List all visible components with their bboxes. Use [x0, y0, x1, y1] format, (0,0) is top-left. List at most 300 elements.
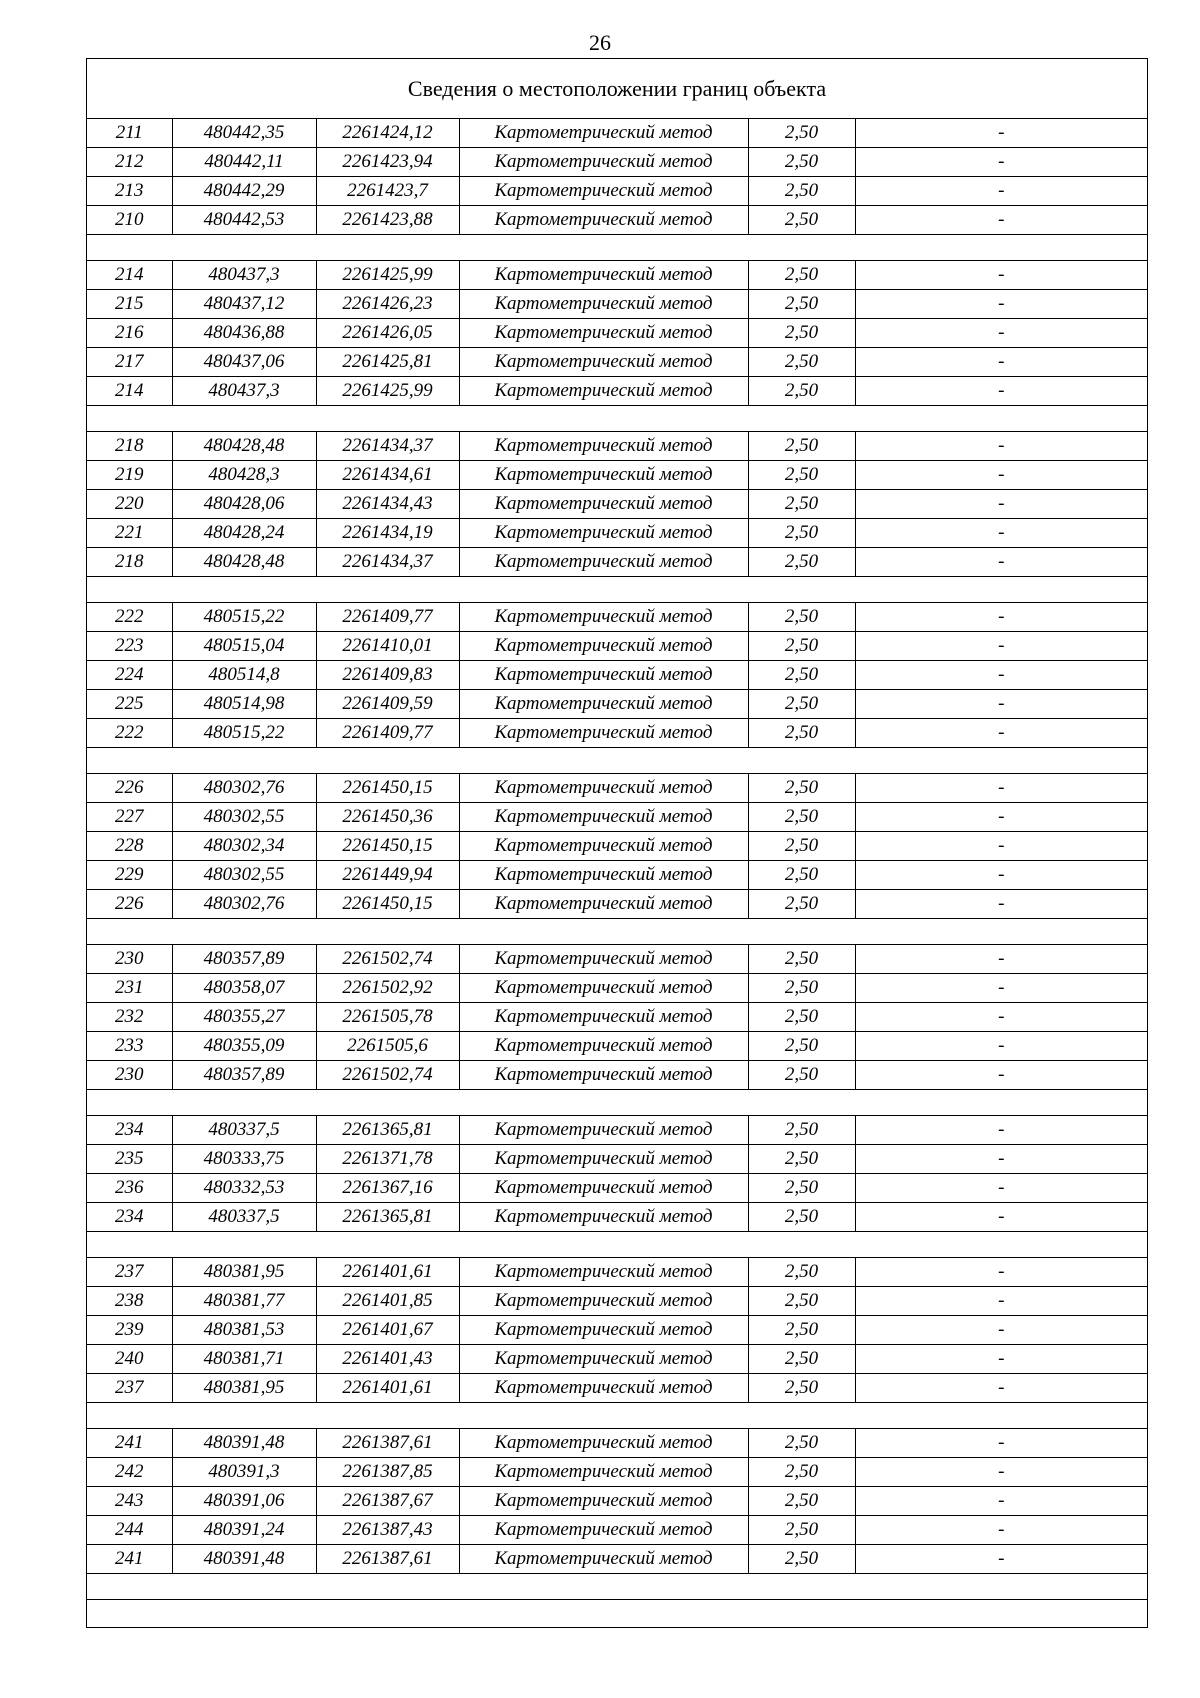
y-coordinate-cell: 2261367,16	[316, 1174, 459, 1203]
x-coordinate-cell: 480515,22	[172, 719, 316, 748]
x-coordinate-cell: 480381,77	[172, 1287, 316, 1316]
point-number-cell: 219	[87, 461, 172, 490]
table-row	[87, 519, 1147, 548]
description-cell: -	[855, 603, 1147, 632]
description-cell: -	[855, 1458, 1147, 1487]
accuracy-cell: 2,50	[748, 1145, 855, 1174]
x-coordinate-cell: 480436,88	[172, 319, 316, 348]
point-number-cell: 220	[87, 490, 172, 519]
description-cell: -	[855, 1516, 1147, 1545]
coordinates-table-body	[87, 119, 1147, 1600]
y-coordinate-cell: 2261449,94	[316, 861, 459, 890]
point-number-cell: 235	[87, 1145, 172, 1174]
group-separator-cell	[87, 577, 1147, 603]
y-coordinate-cell: 2261505,78	[316, 1003, 459, 1032]
x-coordinate-cell: 480302,34	[172, 832, 316, 861]
x-coordinate-cell: 480428,48	[172, 432, 316, 461]
method-cell: Картометрический метод	[459, 1374, 748, 1403]
point-number-cell: 224	[87, 661, 172, 690]
table-row	[87, 432, 1147, 461]
table-row	[87, 632, 1147, 661]
description-cell: -	[855, 719, 1147, 748]
x-coordinate-cell: 480333,75	[172, 1145, 316, 1174]
method-cell: Картометрический метод	[459, 1258, 748, 1287]
table-row	[87, 1258, 1147, 1287]
accuracy-cell: 2,50	[748, 1061, 855, 1090]
y-coordinate-cell: 2261371,78	[316, 1145, 459, 1174]
x-coordinate-cell: 480381,95	[172, 1258, 316, 1287]
point-number-cell: 244	[87, 1516, 172, 1545]
accuracy-cell: 2,50	[748, 1316, 855, 1345]
x-coordinate-cell: 480514,98	[172, 690, 316, 719]
method-cell: Картометрический метод	[459, 377, 748, 406]
x-coordinate-cell: 480391,24	[172, 1516, 316, 1545]
accuracy-cell: 2,50	[748, 432, 855, 461]
point-number-cell: 237	[87, 1374, 172, 1403]
accuracy-cell: 2,50	[748, 1487, 855, 1516]
y-coordinate-cell: 2261426,05	[316, 319, 459, 348]
accuracy-cell: 2,50	[748, 119, 855, 148]
x-coordinate-cell: 480442,53	[172, 206, 316, 235]
point-number-cell: 217	[87, 348, 172, 377]
x-coordinate-cell: 480355,27	[172, 1003, 316, 1032]
accuracy-cell: 2,50	[748, 290, 855, 319]
point-number-cell: 232	[87, 1003, 172, 1032]
description-cell: -	[855, 319, 1147, 348]
y-coordinate-cell: 2261387,61	[316, 1545, 459, 1574]
method-cell: Картометрический метод	[459, 348, 748, 377]
y-coordinate-cell: 2261502,74	[316, 945, 459, 974]
y-coordinate-cell: 2261409,77	[316, 719, 459, 748]
description-cell: -	[855, 661, 1147, 690]
x-coordinate-cell: 480515,22	[172, 603, 316, 632]
method-cell: Картометрический метод	[459, 1287, 748, 1316]
y-coordinate-cell: 2261450,15	[316, 890, 459, 919]
accuracy-cell: 2,50	[748, 974, 855, 1003]
accuracy-cell: 2,50	[748, 661, 855, 690]
description-cell: -	[855, 890, 1147, 919]
table-row	[87, 1516, 1147, 1545]
table-row	[87, 461, 1147, 490]
group-separator-row	[87, 406, 1147, 432]
table-row	[87, 890, 1147, 919]
accuracy-cell: 2,50	[748, 1345, 855, 1374]
accuracy-cell: 2,50	[748, 1032, 855, 1061]
point-number-cell: 242	[87, 1458, 172, 1487]
group-separator-row	[87, 748, 1147, 774]
x-coordinate-cell: 480437,3	[172, 377, 316, 406]
description-cell: -	[855, 348, 1147, 377]
method-cell: Картометрический метод	[459, 1429, 748, 1458]
table-row	[87, 603, 1147, 632]
x-coordinate-cell: 480302,55	[172, 861, 316, 890]
description-cell: -	[855, 119, 1147, 148]
point-number-cell: 221	[87, 519, 172, 548]
x-coordinate-cell: 480381,95	[172, 1374, 316, 1403]
accuracy-cell: 2,50	[748, 1458, 855, 1487]
table-row	[87, 319, 1147, 348]
method-cell: Картометрический метод	[459, 1116, 748, 1145]
method-cell: Картометрический метод	[459, 261, 748, 290]
page-number: 26	[589, 30, 611, 55]
x-coordinate-cell: 480514,8	[172, 661, 316, 690]
y-coordinate-cell: 2261450,15	[316, 832, 459, 861]
description-cell: -	[855, 1203, 1147, 1232]
method-cell: Картометрический метод	[459, 1345, 748, 1374]
y-coordinate-cell: 2261423,7	[316, 177, 459, 206]
x-coordinate-cell: 480391,3	[172, 1458, 316, 1487]
point-number-cell: 239	[87, 1316, 172, 1345]
table-row	[87, 119, 1147, 148]
group-separator-cell	[87, 1090, 1147, 1116]
accuracy-cell: 2,50	[748, 490, 855, 519]
accuracy-cell: 2,50	[748, 774, 855, 803]
table-row	[87, 832, 1147, 861]
y-coordinate-cell: 2261387,85	[316, 1458, 459, 1487]
point-number-cell: 218	[87, 432, 172, 461]
description-cell: -	[855, 690, 1147, 719]
point-number-cell: 210	[87, 206, 172, 235]
y-coordinate-cell: 2261387,61	[316, 1429, 459, 1458]
description-cell: -	[855, 1061, 1147, 1090]
point-number-cell: 241	[87, 1429, 172, 1458]
group-separator-cell	[87, 406, 1147, 432]
accuracy-cell: 2,50	[748, 519, 855, 548]
point-number-cell: 240	[87, 1345, 172, 1374]
accuracy-cell: 2,50	[748, 1374, 855, 1403]
group-separator-row	[87, 1232, 1147, 1258]
point-number-cell: 233	[87, 1032, 172, 1061]
accuracy-cell: 2,50	[748, 548, 855, 577]
point-number-cell: 243	[87, 1487, 172, 1516]
x-coordinate-cell: 480428,24	[172, 519, 316, 548]
method-cell: Картометрический метод	[459, 1203, 748, 1232]
y-coordinate-cell: 2261434,61	[316, 461, 459, 490]
x-coordinate-cell: 480428,3	[172, 461, 316, 490]
y-coordinate-cell: 2261505,6	[316, 1032, 459, 1061]
x-coordinate-cell: 480358,07	[172, 974, 316, 1003]
table-row	[87, 1487, 1147, 1516]
x-coordinate-cell: 480442,35	[172, 119, 316, 148]
accuracy-cell: 2,50	[748, 377, 855, 406]
point-number-cell: 214	[87, 261, 172, 290]
x-coordinate-cell: 480337,5	[172, 1203, 316, 1232]
table-row	[87, 490, 1147, 519]
x-coordinate-cell: 480302,55	[172, 803, 316, 832]
group-separator-cell	[87, 1232, 1147, 1258]
accuracy-cell: 2,50	[748, 690, 855, 719]
method-cell: Картометрический метод	[459, 890, 748, 919]
accuracy-cell: 2,50	[748, 603, 855, 632]
x-coordinate-cell: 480355,09	[172, 1032, 316, 1061]
accuracy-cell: 2,50	[748, 1429, 855, 1458]
table-row	[87, 774, 1147, 803]
coordinates-sheet	[86, 58, 1148, 1628]
description-cell: -	[855, 490, 1147, 519]
x-coordinate-cell: 480442,11	[172, 148, 316, 177]
table-row	[87, 690, 1147, 719]
method-cell: Картометрический метод	[459, 1516, 748, 1545]
table-row	[87, 861, 1147, 890]
description-cell: -	[855, 945, 1147, 974]
method-cell: Картометрический метод	[459, 1545, 748, 1574]
y-coordinate-cell: 2261434,43	[316, 490, 459, 519]
method-cell: Картометрический метод	[459, 1174, 748, 1203]
x-coordinate-cell: 480391,48	[172, 1545, 316, 1574]
point-number-cell: 229	[87, 861, 172, 890]
table-row	[87, 1032, 1147, 1061]
method-cell: Картометрический метод	[459, 490, 748, 519]
y-coordinate-cell: 2261502,74	[316, 1061, 459, 1090]
point-number-cell: 223	[87, 632, 172, 661]
description-cell: -	[855, 548, 1147, 577]
y-coordinate-cell: 2261425,99	[316, 261, 459, 290]
y-coordinate-cell: 2261425,81	[316, 348, 459, 377]
table-row	[87, 1374, 1147, 1403]
point-number-cell: 216	[87, 319, 172, 348]
table-row	[87, 803, 1147, 832]
table-row	[87, 1316, 1147, 1345]
description-cell: -	[855, 261, 1147, 290]
group-separator-cell	[87, 1574, 1147, 1600]
method-cell: Картометрический метод	[459, 974, 748, 1003]
table-row	[87, 261, 1147, 290]
method-cell: Картометрический метод	[459, 803, 748, 832]
description-cell: -	[855, 177, 1147, 206]
table-row	[87, 348, 1147, 377]
y-coordinate-cell: 2261434,37	[316, 432, 459, 461]
table-row	[87, 1203, 1147, 1232]
description-cell: -	[855, 290, 1147, 319]
y-coordinate-cell: 2261409,77	[316, 603, 459, 632]
point-number-cell: 227	[87, 803, 172, 832]
description-cell: -	[855, 1316, 1147, 1345]
description-cell: -	[855, 632, 1147, 661]
y-coordinate-cell: 2261387,67	[316, 1487, 459, 1516]
method-cell: Картометрический метод	[459, 719, 748, 748]
x-coordinate-cell: 480437,12	[172, 290, 316, 319]
accuracy-cell: 2,50	[748, 348, 855, 377]
y-coordinate-cell: 2261409,83	[316, 661, 459, 690]
method-cell: Картометрический метод	[459, 1316, 748, 1345]
x-coordinate-cell: 480428,48	[172, 548, 316, 577]
y-coordinate-cell: 2261401,61	[316, 1374, 459, 1403]
y-coordinate-cell: 2261434,19	[316, 519, 459, 548]
method-cell: Картометрический метод	[459, 206, 748, 235]
description-cell: -	[855, 832, 1147, 861]
description-cell: -	[855, 1145, 1147, 1174]
accuracy-cell: 2,50	[748, 803, 855, 832]
method-cell: Картометрический метод	[459, 632, 748, 661]
accuracy-cell: 2,50	[748, 632, 855, 661]
description-cell: -	[855, 974, 1147, 1003]
y-coordinate-cell: 2261401,43	[316, 1345, 459, 1374]
method-cell: Картометрический метод	[459, 519, 748, 548]
description-cell: -	[855, 1345, 1147, 1374]
table-row	[87, 148, 1147, 177]
y-coordinate-cell: 2261409,59	[316, 690, 459, 719]
accuracy-cell: 2,50	[748, 1174, 855, 1203]
table-row	[87, 1429, 1147, 1458]
method-cell: Картометрический метод	[459, 432, 748, 461]
method-cell: Картометрический метод	[459, 945, 748, 974]
table-row	[87, 1287, 1147, 1316]
accuracy-cell: 2,50	[748, 890, 855, 919]
x-coordinate-cell: 480302,76	[172, 774, 316, 803]
method-cell: Картометрический метод	[459, 1061, 748, 1090]
y-coordinate-cell: 2261365,81	[316, 1203, 459, 1232]
group-separator-cell	[87, 235, 1147, 261]
description-cell: -	[855, 206, 1147, 235]
accuracy-cell: 2,50	[748, 861, 855, 890]
group-separator-cell	[87, 919, 1147, 945]
method-cell: Картометрический метод	[459, 319, 748, 348]
x-coordinate-cell: 480332,53	[172, 1174, 316, 1203]
accuracy-cell: 2,50	[748, 177, 855, 206]
point-number-cell: 237	[87, 1258, 172, 1287]
x-coordinate-cell: 480437,06	[172, 348, 316, 377]
group-separator-row	[87, 235, 1147, 261]
y-coordinate-cell: 2261401,61	[316, 1258, 459, 1287]
point-number-cell: 225	[87, 690, 172, 719]
table-row	[87, 1145, 1147, 1174]
point-number-cell: 222	[87, 603, 172, 632]
y-coordinate-cell: 2261450,15	[316, 774, 459, 803]
point-number-cell: 218	[87, 548, 172, 577]
accuracy-cell: 2,50	[748, 148, 855, 177]
method-cell: Картометрический метод	[459, 461, 748, 490]
method-cell: Картометрический метод	[459, 1032, 748, 1061]
x-coordinate-cell: 480302,76	[172, 890, 316, 919]
method-cell: Картометрический метод	[459, 548, 748, 577]
description-cell: -	[855, 461, 1147, 490]
accuracy-cell: 2,50	[748, 1203, 855, 1232]
document-title: Сведения о местоположении границ объекта	[87, 59, 1147, 119]
group-separator-cell	[87, 1403, 1147, 1429]
x-coordinate-cell: 480428,06	[172, 490, 316, 519]
point-number-cell: 226	[87, 890, 172, 919]
method-cell: Картометрический метод	[459, 603, 748, 632]
point-number-cell: 236	[87, 1174, 172, 1203]
table-row	[87, 945, 1147, 974]
group-separator-row	[87, 577, 1147, 603]
description-cell: -	[855, 803, 1147, 832]
description-cell: -	[855, 432, 1147, 461]
y-coordinate-cell: 2261426,23	[316, 290, 459, 319]
y-coordinate-cell: 2261387,43	[316, 1516, 459, 1545]
accuracy-cell: 2,50	[748, 1258, 855, 1287]
y-coordinate-cell: 2261423,94	[316, 148, 459, 177]
table-row	[87, 1174, 1147, 1203]
method-cell: Картометрический метод	[459, 290, 748, 319]
point-number-cell: 211	[87, 119, 172, 148]
description-cell: -	[855, 1116, 1147, 1145]
method-cell: Картометрический метод	[459, 861, 748, 890]
accuracy-cell: 2,50	[748, 1116, 855, 1145]
y-coordinate-cell: 2261434,37	[316, 548, 459, 577]
method-cell: Картометрический метод	[459, 1003, 748, 1032]
method-cell: Картометрический метод	[459, 1458, 748, 1487]
y-coordinate-cell: 2261425,99	[316, 377, 459, 406]
y-coordinate-cell: 2261401,67	[316, 1316, 459, 1345]
accuracy-cell: 2,50	[748, 1545, 855, 1574]
method-cell: Картометрический метод	[459, 661, 748, 690]
description-cell: -	[855, 519, 1147, 548]
accuracy-cell: 2,50	[748, 832, 855, 861]
accuracy-cell: 2,50	[748, 319, 855, 348]
method-cell: Картометрический метод	[459, 119, 748, 148]
accuracy-cell: 2,50	[748, 1003, 855, 1032]
description-cell: -	[855, 1487, 1147, 1516]
x-coordinate-cell: 480337,5	[172, 1116, 316, 1145]
x-coordinate-cell: 480437,3	[172, 261, 316, 290]
method-cell: Картометрический метод	[459, 1487, 748, 1516]
method-cell: Картометрический метод	[459, 1145, 748, 1174]
y-coordinate-cell: 2261450,36	[316, 803, 459, 832]
description-cell: -	[855, 1032, 1147, 1061]
point-number-cell: 234	[87, 1116, 172, 1145]
coordinates-table	[87, 119, 1147, 1600]
accuracy-cell: 2,50	[748, 261, 855, 290]
table-row	[87, 290, 1147, 319]
x-coordinate-cell: 480442,29	[172, 177, 316, 206]
point-number-cell: 214	[87, 377, 172, 406]
method-cell: Картометрический метод	[459, 774, 748, 803]
table-row	[87, 661, 1147, 690]
y-coordinate-cell: 2261502,92	[316, 974, 459, 1003]
table-row	[87, 377, 1147, 406]
description-cell: -	[855, 1374, 1147, 1403]
group-separator-cell	[87, 748, 1147, 774]
table-row	[87, 1545, 1147, 1574]
description-cell: -	[855, 1545, 1147, 1574]
y-coordinate-cell: 2261423,88	[316, 206, 459, 235]
table-row	[87, 177, 1147, 206]
accuracy-cell: 2,50	[748, 1287, 855, 1316]
accuracy-cell: 2,50	[748, 945, 855, 974]
method-cell: Картометрический метод	[459, 832, 748, 861]
table-row	[87, 974, 1147, 1003]
point-number-cell: 230	[87, 1061, 172, 1090]
point-number-cell: 222	[87, 719, 172, 748]
x-coordinate-cell: 480357,89	[172, 945, 316, 974]
x-coordinate-cell: 480381,53	[172, 1316, 316, 1345]
group-separator-row	[87, 919, 1147, 945]
point-number-cell: 215	[87, 290, 172, 319]
table-row	[87, 548, 1147, 577]
description-cell: -	[855, 148, 1147, 177]
table-row	[87, 1458, 1147, 1487]
accuracy-cell: 2,50	[748, 206, 855, 235]
group-separator-row	[87, 1403, 1147, 1429]
description-cell: -	[855, 1287, 1147, 1316]
method-cell: Картометрический метод	[459, 690, 748, 719]
group-separator-row	[87, 1574, 1147, 1600]
point-number-cell: 228	[87, 832, 172, 861]
x-coordinate-cell: 480391,06	[172, 1487, 316, 1516]
point-number-cell: 238	[87, 1287, 172, 1316]
table-row	[87, 719, 1147, 748]
y-coordinate-cell: 2261401,85	[316, 1287, 459, 1316]
method-cell: Картометрический метод	[459, 148, 748, 177]
description-cell: -	[855, 861, 1147, 890]
table-row	[87, 1345, 1147, 1374]
x-coordinate-cell: 480391,48	[172, 1429, 316, 1458]
table-row	[87, 206, 1147, 235]
description-cell: -	[855, 774, 1147, 803]
point-number-cell: 234	[87, 1203, 172, 1232]
group-separator-row	[87, 1090, 1147, 1116]
